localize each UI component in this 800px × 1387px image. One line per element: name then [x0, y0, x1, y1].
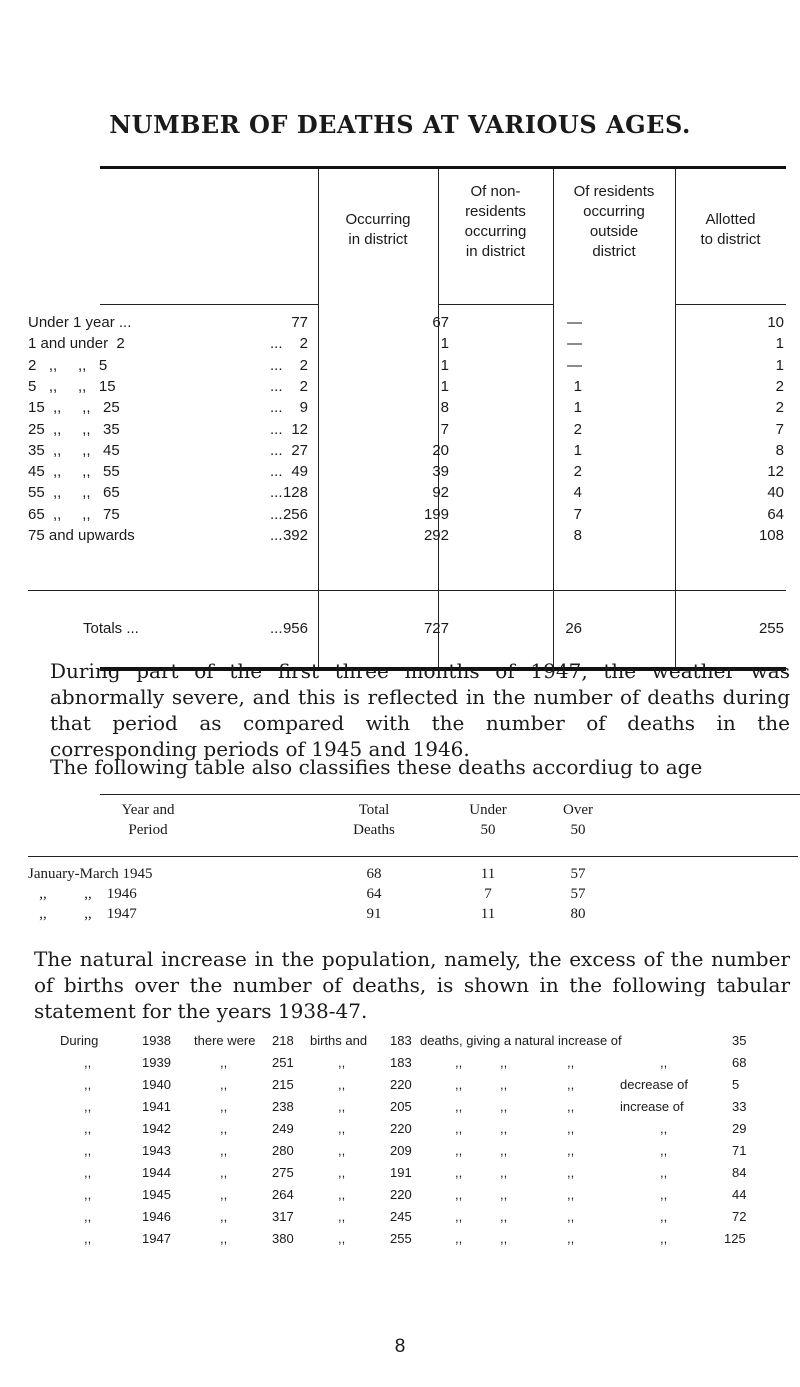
age-group-label: 5 ,, ,, 15	[28, 377, 116, 395]
deaths-cell: 191	[390, 1165, 412, 1180]
ditto-mark: ,,	[500, 1187, 508, 1202]
residents-outside-cell: 2	[573, 463, 582, 481]
ditto-mark: ,,	[567, 1055, 575, 1070]
table-row	[28, 312, 786, 333]
ditto-mark: ,,	[338, 1099, 346, 1114]
ditto-mark: ,,	[220, 1187, 228, 1202]
age-group-label: 2 ,, ,, 5	[28, 356, 108, 374]
deaths-cell: 209	[390, 1143, 412, 1158]
age-group-label: 15 ,, ,, 25	[28, 399, 120, 417]
allotted-cell: 1	[775, 356, 784, 374]
births-cell: 251	[272, 1055, 294, 1070]
table-row	[28, 864, 788, 884]
over-50-cell: 57	[570, 866, 586, 882]
births-cell: 280	[272, 1143, 294, 1158]
non-residents-cell: 1	[440, 377, 449, 395]
ditto-mark: ,,	[338, 1231, 346, 1246]
births-cell: 317	[272, 1209, 294, 1224]
ditto-mark: ,,	[455, 1121, 463, 1136]
header-rule	[438, 304, 553, 305]
table-row	[28, 355, 786, 376]
under-50-cell: 11	[480, 906, 496, 922]
ditto-mark: ,,	[660, 1165, 668, 1180]
allotted-cell: 108	[758, 527, 784, 544]
ditto-mark: ,,	[455, 1209, 463, 1224]
year-cell: 1946	[142, 1209, 171, 1224]
ditto-mark: ,,	[220, 1143, 228, 1158]
period-deaths-table	[28, 794, 788, 926]
residents-outside-cell: 1	[573, 399, 582, 417]
non-residents-cell: 8	[440, 399, 449, 417]
ditto-mark: ,,	[338, 1055, 346, 1070]
table-row	[28, 525, 786, 546]
leader-dots: ...	[270, 463, 283, 481]
occurring-cell: 256	[282, 505, 308, 523]
leader-dots: ...	[270, 527, 283, 544]
ditto-mark: ,,	[338, 1077, 346, 1092]
occurring-cell: 77	[291, 314, 308, 331]
allotted-cell: 10	[767, 314, 784, 331]
over-50-cell: 57	[570, 886, 586, 902]
ditto-mark: ,,	[84, 1143, 92, 1158]
ditto-mark: ,,	[338, 1165, 346, 1180]
over-50-cell: 80	[570, 906, 586, 922]
ditto-mark: ,,	[500, 1165, 508, 1180]
total-residents-outside: 26	[565, 620, 582, 637]
ditto-mark: ,,	[567, 1099, 575, 1114]
period-cell: January-March 1945	[28, 866, 153, 882]
table-top-rule	[100, 794, 800, 795]
header-total-deaths: Total Deaths	[353, 802, 395, 838]
occurring-cell: 27	[291, 441, 308, 459]
non-residents-cell: 92	[432, 484, 449, 502]
period-cell: ,, ,, 1947	[28, 906, 137, 922]
ditto-mark: ,,	[567, 1209, 575, 1224]
ditto-mark: ,,	[567, 1165, 575, 1180]
residents-outside-cell: 8	[573, 527, 582, 544]
year-cell: 1942	[142, 1121, 171, 1136]
deaths-cell: 255	[390, 1231, 412, 1246]
age-group-label: 75 and upwards	[28, 527, 135, 544]
header-under-50: Under 50	[469, 802, 507, 838]
allotted-cell: 2	[775, 377, 784, 395]
occurring-cell: 9	[299, 399, 308, 417]
ditto-mark: ,,	[338, 1143, 346, 1158]
deaths-cell: 220	[390, 1121, 412, 1136]
table-row	[28, 904, 788, 924]
table-row	[28, 482, 786, 503]
table-row	[60, 1206, 760, 1228]
leader-dots: ...	[270, 505, 283, 523]
lead-word: During	[60, 1033, 99, 1048]
year-cell: 1940	[142, 1077, 171, 1092]
year-cell: 1941	[142, 1099, 171, 1114]
ditto-mark: ,,	[567, 1121, 575, 1136]
residents-outside-cell: —	[567, 314, 582, 331]
leader-dots: ...	[270, 484, 283, 502]
ditto-mark: ,,	[567, 1231, 575, 1246]
ditto-mark: ,,	[220, 1121, 228, 1136]
ditto-mark: ,,	[220, 1209, 228, 1224]
ditto-mark: ,,	[500, 1099, 508, 1114]
allotted-cell: 2	[775, 399, 784, 417]
ditto-mark: ,,	[220, 1165, 228, 1180]
age-group-label: Under 1 year ...	[28, 314, 132, 331]
value-cell: 71	[732, 1143, 747, 1158]
page-title: NUMBER OF DEATHS AT VARIOUS AGES.	[109, 110, 691, 139]
ditto-mark: ,,	[338, 1187, 346, 1202]
value-cell: 72	[732, 1209, 747, 1224]
ditto-mark: ,,	[220, 1099, 228, 1114]
table-row	[60, 1118, 760, 1140]
ditto-mark: ,,	[567, 1187, 575, 1202]
allotted-cell: 1	[775, 335, 784, 353]
leader-dots: ...	[270, 377, 283, 395]
age-group-label: 45 ,, ,, 55	[28, 463, 120, 481]
non-residents-cell: 292	[423, 527, 449, 544]
under-50-cell: 11	[480, 866, 496, 882]
ditto-mark: ,,	[500, 1121, 508, 1136]
allotted-cell: 8	[775, 441, 784, 459]
table-row	[60, 1228, 760, 1250]
non-residents-cell: 199	[423, 505, 449, 523]
header-year-period: Year and Period	[121, 802, 175, 838]
occurring-cell: 2	[299, 356, 308, 374]
table-top-rule	[100, 166, 786, 169]
ditto-mark: ,,	[567, 1077, 575, 1092]
allotted-cell: 7	[775, 420, 784, 438]
paragraph-natural-increase: The natural increase in the population, namely, the excess of the number of births over the number of deaths, is shown in the following tabular statement for the years 1938-47.	[34, 947, 790, 1023]
occurring-cell: 49	[291, 463, 308, 481]
total-deaths-cell: 91	[366, 906, 382, 922]
occurring-cell: 2	[299, 377, 308, 395]
residents-outside-cell: 2	[573, 420, 582, 438]
total-allotted: 255	[758, 620, 784, 637]
age-deaths-table	[28, 166, 786, 671]
occurring-cell: 2	[299, 335, 308, 353]
births-cell: 249	[272, 1121, 294, 1136]
year-cell: 1938	[142, 1033, 171, 1048]
text-cell: deaths, giving a natural increase of	[420, 1033, 622, 1048]
leader-dots: ...	[270, 335, 283, 353]
total-non-residents: 727	[423, 620, 449, 637]
deaths-cell: 183	[390, 1033, 412, 1048]
header-over-50: Over 50	[563, 802, 593, 838]
non-residents-cell: 1	[440, 335, 449, 353]
leader-dots: ...	[270, 399, 283, 417]
table-row	[28, 333, 786, 354]
header-occurring: Occurring in district	[345, 211, 411, 248]
ditto-mark: ,,	[660, 1209, 668, 1224]
year-cell: 1944	[142, 1165, 171, 1180]
allotted-cell: 12	[767, 463, 784, 481]
ditto-mark: ,,	[455, 1165, 463, 1180]
ditto-mark: ,,	[455, 1187, 463, 1202]
births-cell: 275	[272, 1165, 294, 1180]
residents-outside-cell: 1	[573, 441, 582, 459]
residents-outside-cell: 4	[573, 484, 582, 502]
ditto-mark: ,,	[660, 1055, 668, 1070]
non-residents-cell: 1	[440, 356, 449, 374]
ditto-mark: ,,	[455, 1143, 463, 1158]
page-number: 8	[394, 1336, 406, 1357]
totals-row	[28, 618, 786, 639]
births-cell: 218	[272, 1033, 294, 1048]
table-row	[60, 1030, 760, 1052]
table-row	[28, 397, 786, 418]
table-row	[28, 440, 786, 461]
leader-dots: ...	[270, 441, 283, 459]
ditto-mark: ,,	[84, 1055, 92, 1070]
header-residents-outside: Of residents occurring outside district	[573, 183, 655, 260]
non-residents-cell: 20	[432, 441, 449, 459]
age-group-label: 55 ,, ,, 65	[28, 484, 120, 502]
table-row	[60, 1052, 760, 1074]
text-cell: there were	[194, 1033, 256, 1048]
header-non-residents: Of non- residents occurring in district	[464, 183, 527, 260]
value-cell: 68	[732, 1055, 747, 1070]
ditto-mark: ,,	[220, 1055, 228, 1070]
table-row	[60, 1140, 760, 1162]
paragraph-weather: During part of the first three months of 1947, the weather was abnormally severe, and this is reflected in the number of deaths during that period as compared with the number of deaths in the corresponding periods of 1945 and 1946.	[50, 659, 790, 761]
value-cell: 125	[724, 1231, 746, 1246]
header-allotted: Allotted to district	[700, 211, 761, 248]
table-row	[60, 1074, 760, 1096]
ditto-mark: ,,	[84, 1121, 92, 1136]
total-deaths-cell: 68	[366, 866, 382, 882]
table-row	[28, 419, 786, 440]
births-cell: 380	[272, 1231, 294, 1246]
header-rule	[675, 304, 786, 305]
total-deaths-cell: 64	[366, 886, 382, 902]
occurring-cell: 392	[282, 527, 308, 544]
table-row	[28, 461, 786, 482]
births-cell: 215	[272, 1077, 294, 1092]
ditto-mark: ,,	[84, 1099, 92, 1114]
year-cell: 1939	[142, 1055, 171, 1070]
residents-outside-cell: —	[567, 356, 582, 374]
value-cell: 29	[732, 1121, 747, 1136]
ditto-mark: ,,	[84, 1231, 92, 1246]
year-cell: 1947	[142, 1231, 171, 1246]
deaths-cell: 245	[390, 1209, 412, 1224]
ditto-mark: ,,	[220, 1077, 228, 1092]
age-group-label: 1 and under 2	[28, 335, 125, 353]
ditto-mark: ,,	[567, 1143, 575, 1158]
deaths-cell: 220	[390, 1187, 412, 1202]
deaths-cell: 220	[390, 1077, 412, 1092]
ditto-mark: ,,	[500, 1231, 508, 1246]
totals-label: Totals ...	[83, 620, 139, 637]
ditto-mark: ,,	[338, 1121, 346, 1136]
period-cell: ,, ,, 1946	[28, 886, 137, 902]
table-row	[60, 1096, 760, 1118]
ditto-mark: ,,	[500, 1055, 508, 1070]
births-cell: 264	[272, 1187, 294, 1202]
deaths-cell: 205	[390, 1099, 412, 1114]
ditto-mark: ,,	[455, 1055, 463, 1070]
table-row	[60, 1184, 760, 1206]
text-cell: births and	[310, 1033, 368, 1048]
year-cell: 1943	[142, 1143, 171, 1158]
value-cell: 5	[732, 1077, 740, 1092]
occurring-cell: 128	[282, 484, 308, 502]
allotted-cell: 40	[767, 484, 784, 502]
value-cell: 44	[732, 1187, 747, 1202]
table-row	[60, 1162, 760, 1184]
deaths-cell: 183	[390, 1055, 412, 1070]
value-cell: 33	[732, 1099, 747, 1114]
ditto-mark: ,,	[660, 1187, 668, 1202]
under-50-cell: 7	[484, 886, 492, 902]
ditto-mark: ,,	[84, 1209, 92, 1224]
value-cell: 84	[732, 1165, 747, 1180]
age-group-label: 25 ,, ,, 35	[28, 420, 120, 438]
table-row	[28, 376, 786, 397]
ditto-mark: ,,	[220, 1231, 228, 1246]
total-occurring: 956	[282, 620, 308, 637]
leader-dots: ...	[270, 420, 283, 438]
header-rule	[28, 856, 798, 857]
change-type-cell: decrease of	[620, 1077, 688, 1092]
ditto-mark: ,,	[500, 1143, 508, 1158]
non-residents-cell: 7	[440, 420, 449, 438]
ditto-mark: ,,	[455, 1077, 463, 1092]
ditto-mark: ,,	[338, 1209, 346, 1224]
ditto-mark: ,,	[660, 1121, 668, 1136]
ditto-mark: ,,	[84, 1187, 92, 1202]
leader-dots: ...	[270, 620, 283, 637]
totals-rule	[28, 590, 786, 591]
age-group-label: 35 ,, ,, 45	[28, 441, 120, 459]
change-type-cell: increase of	[620, 1099, 684, 1114]
ditto-mark: ,,	[84, 1077, 92, 1092]
residents-outside-cell: 1	[573, 377, 582, 395]
occurring-cell: 12	[291, 420, 308, 438]
non-residents-cell: 67	[432, 314, 449, 331]
ditto-mark: ,,	[455, 1231, 463, 1246]
non-residents-cell: 39	[432, 463, 449, 481]
ditto-mark: ,,	[455, 1099, 463, 1114]
births-cell: 238	[272, 1099, 294, 1114]
paragraph-classification: The following table also classifies these deaths accordiug to age	[50, 755, 703, 779]
residents-outside-cell: 7	[573, 505, 582, 523]
leader-dots: ...	[270, 356, 283, 374]
residents-outside-cell: —	[567, 335, 582, 353]
ditto-mark: ,,	[660, 1143, 668, 1158]
allotted-cell: 64	[767, 505, 784, 523]
year-cell: 1945	[142, 1187, 171, 1202]
value-cell: 35	[732, 1033, 747, 1048]
header-rule	[100, 304, 318, 305]
ditto-mark: ,,	[660, 1231, 668, 1246]
table-row	[28, 884, 788, 904]
ditto-mark: ,,	[500, 1209, 508, 1224]
ditto-mark: ,,	[84, 1165, 92, 1180]
age-group-label: 65 ,, ,, 75	[28, 505, 120, 523]
table-row	[28, 504, 786, 525]
ditto-mark: ,,	[500, 1077, 508, 1092]
